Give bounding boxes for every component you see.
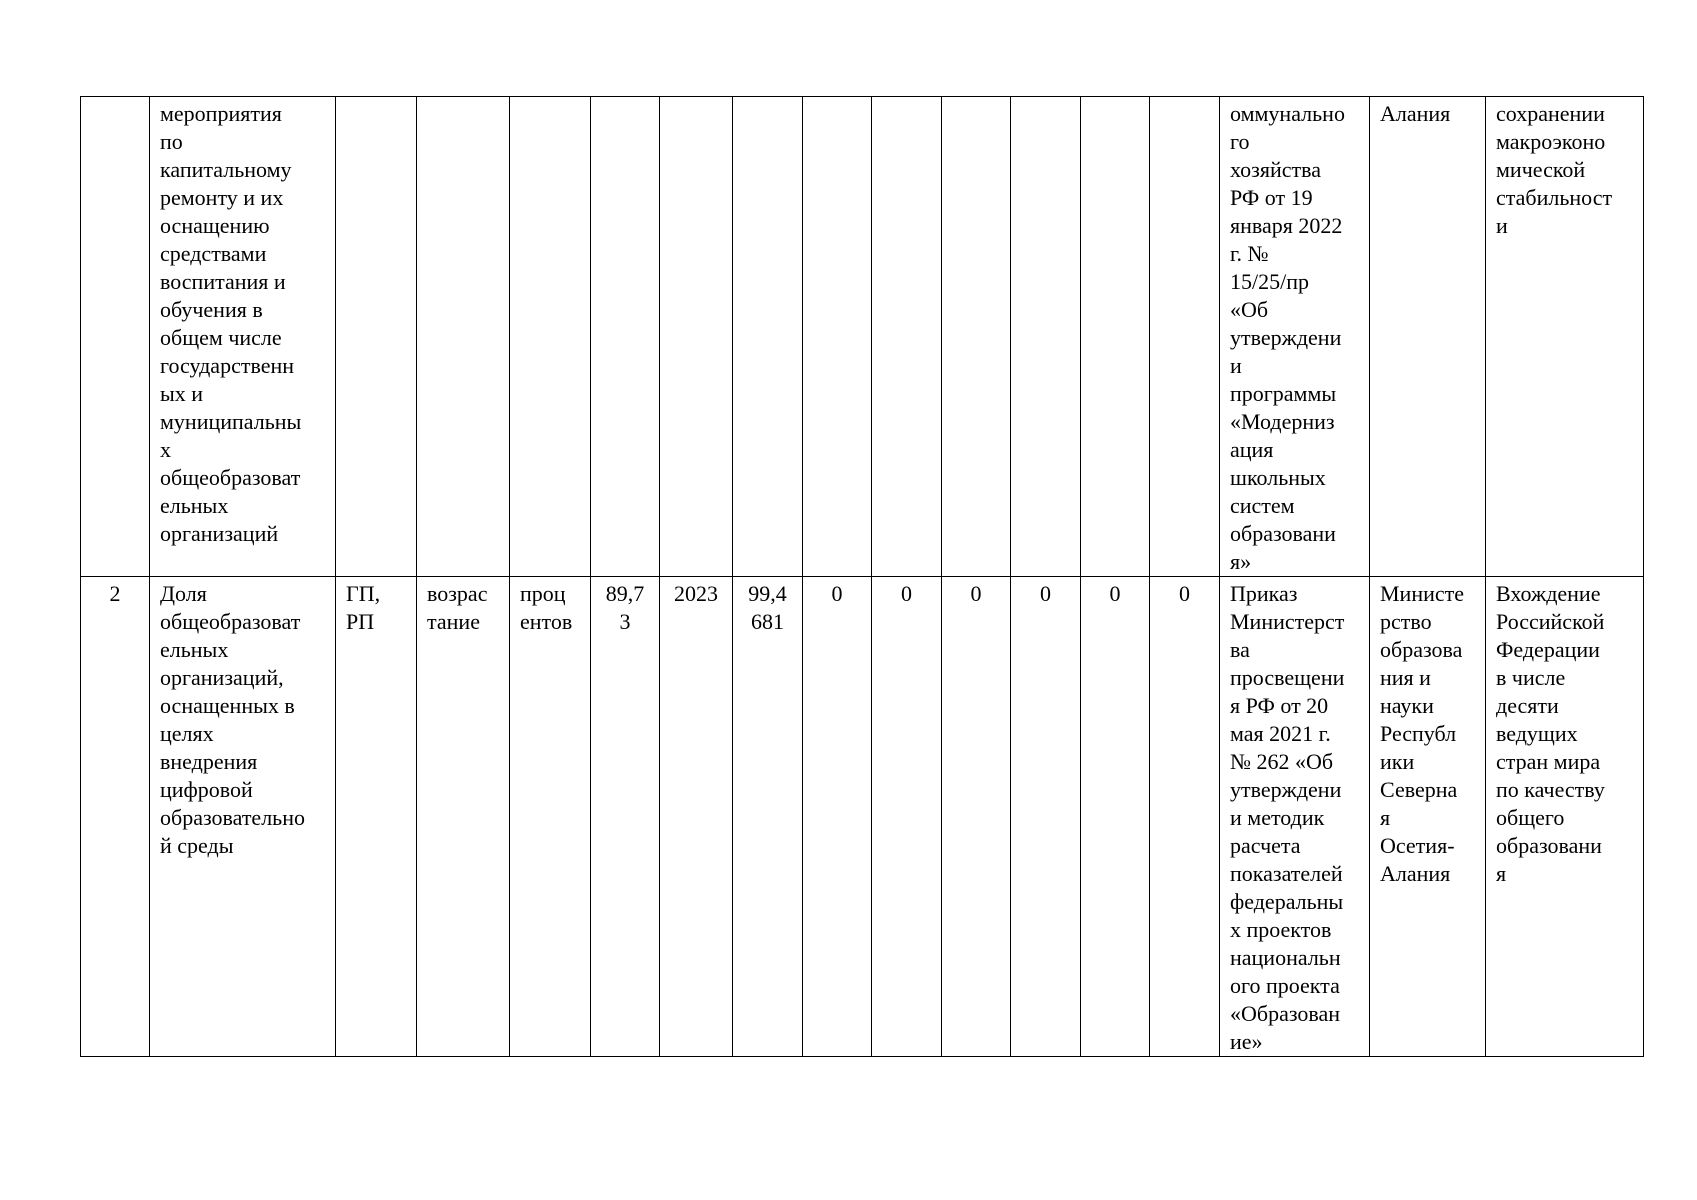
value-cell — [733, 97, 803, 577]
trend-cell: возрас тание — [417, 577, 510, 1057]
value-cell: 0 — [803, 577, 872, 1057]
base-year-cell — [660, 97, 733, 577]
unit-cell — [510, 97, 591, 577]
indicator-name-cell: Доля общеобразоват ельных организаций, оснащенных в целях внедрения цифровой образовательно й среды — [150, 577, 336, 1057]
value-cell — [803, 97, 872, 577]
base-year-cell: 2023 — [660, 577, 733, 1057]
row-number-cell — [81, 97, 150, 577]
link-cell: Вхождение Российской Федерации в числе десяти ведущих стран мира по качеству общего образовани я — [1486, 577, 1644, 1057]
value-cell — [872, 97, 942, 577]
table-row — [81, 577, 1644, 1057]
value-cell: 0 — [1081, 577, 1150, 1057]
row-number-cell: 2 — [81, 577, 150, 1057]
value-cell — [1150, 97, 1220, 577]
level-cell: ГП, РП — [336, 577, 417, 1057]
value-cell: 0 — [1011, 577, 1081, 1057]
base-value-cell — [591, 97, 660, 577]
level-cell — [336, 97, 417, 577]
base-value-cell: 89,7 3 — [591, 577, 660, 1057]
responsible-cell: Министе рство образова ния и науки Республ ики Северна я Осетия- Алания — [1370, 577, 1486, 1057]
value-cell: 0 — [872, 577, 942, 1057]
value-cell: 0 — [1150, 577, 1220, 1057]
unit-cell: проц ентов — [510, 577, 591, 1057]
value-cell: 99,4 681 — [733, 577, 803, 1057]
responsible-cell: Алания — [1370, 97, 1486, 577]
trend-cell — [417, 97, 510, 577]
value-cell — [942, 97, 1011, 577]
indicators-table — [80, 96, 1644, 1057]
table-row — [81, 97, 1644, 577]
value-cell — [1011, 97, 1081, 577]
indicator-name-cell: мероприятия по капитальному ремонту и их оснащению средствами воспитания и обучения в общем числе государственн ых и муниципальны х общеобразоват ельных организаций — [150, 97, 336, 577]
document-cell: Приказ Министерст ва просвещени я РФ от 20 мая 2021 г. № 262 «Об утверждени и методик расчета показателей федеральны х проектов национальн ого проекта «Образован ие» — [1220, 577, 1370, 1057]
link-cell: сохранении макроэконо мической стабильност и — [1486, 97, 1644, 577]
value-cell — [1081, 97, 1150, 577]
value-cell: 0 — [942, 577, 1011, 1057]
document-cell: оммунально го хозяйства РФ от 19 января 2022 г. № 15/25/пр «Об утверждени и программы «Модерниз ация школьных систем образовани я» — [1220, 97, 1370, 577]
